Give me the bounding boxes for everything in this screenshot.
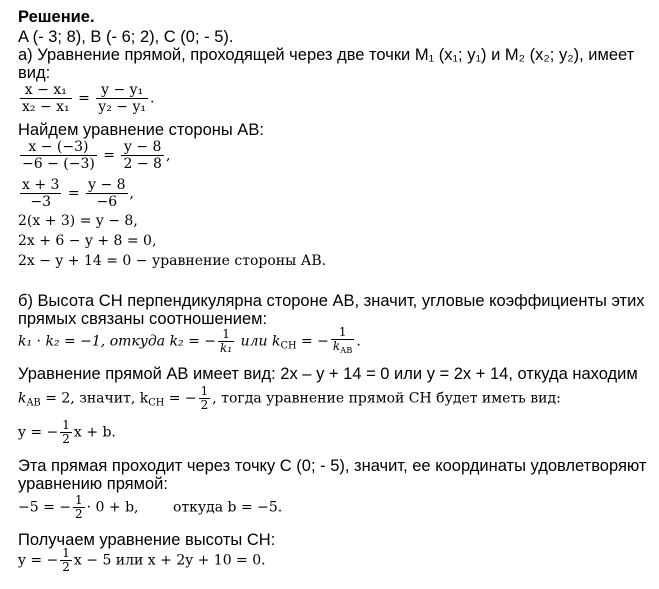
ab-step-4: 2x + 6 − y + 8 = 0,: [18, 233, 157, 249]
slope-relation: k₁ · k₂ = −1, откуда k₂ = − $\frac{1}{\text{k₁}}$ или $k_{CH}$ = − $\frac{1}{k_{AB}}$ .: [18, 325, 361, 355]
ab-step-1: $\frac{x - (-3)}{-6 - (-3)}$ = $\frac{y - 8}{2 - 8}$ ,: [22, 139, 171, 172]
through-c-line-1: Эта прямая проходит через точку С (0; - 5), значит, ее координаты удовлетворяют: [18, 457, 647, 475]
part-b-line-1: б) Высота СН перпендикулярна стороне АВ, значит, угловые коэффициенты этих: [18, 292, 645, 310]
frac-den: y₂ − y₁: [98, 99, 146, 115]
ab-step-3: 2(x + 3) = y − 8,: [18, 213, 138, 229]
part-a-intro-cont: вид:: [18, 64, 51, 82]
frac-num: x − x₁: [20, 82, 72, 99]
substitution-line: −5 = − $\frac{1}{2}$ · 0 + b, откуда b = −5.: [18, 493, 283, 521]
ab-line-equation: Уравнение прямой АВ имеет вид: 2x – y + 14 = 0 или y = 2x + 14, откуда находим: [18, 365, 638, 383]
result-equation: y = − $\frac{1}{2}$ x − 5 или x + 2y + 10 = 0.: [18, 546, 266, 574]
frac-num: y − y₁: [96, 82, 148, 99]
frac-den: x₂ − x₁: [22, 99, 70, 115]
through-c-line-2: уравнению прямой:: [18, 475, 168, 493]
ab-step-5: 2x − y + 14 = 0 − уравнение стороны АВ.: [18, 253, 327, 269]
ch-equation: y = − $\frac{1}{2}$ x + b.: [18, 418, 116, 446]
slope-line: $k_{AB} = 2$, значит, $k_{CH}$ = − $\frac{1}{2}$ , тогда уравнение прямой СН будет иметь вид:: [18, 384, 561, 412]
ab-step-2: $\frac{x + 3}{-3}$ = $\frac{y - 8}{-6}$ ,: [22, 177, 134, 210]
solution-title: Решение.: [18, 8, 95, 26]
find-ab-line: Найдем уравнение стороны АВ:: [18, 121, 264, 139]
points-line: A (- 3; 8), B (- 6; 2), C (0; - 5).: [18, 28, 234, 46]
part-b-line-2: прямых связаны соотношением:: [18, 310, 268, 328]
part-a-intro: а) Уравнение прямой, проходящей через две точки M₁ (x₁; y₁) и M₂ (x₂; y₂), имеет: [18, 46, 635, 64]
result-label: Получаем уравнение высоты СН:: [18, 531, 276, 549]
two-point-formula: $\frac{\text{x − x₁}}{\text{x₂ − x₁}}$ = $\frac{\text{y − y₁}}{\text{y₂ − y₁}}$ .: [22, 82, 155, 115]
